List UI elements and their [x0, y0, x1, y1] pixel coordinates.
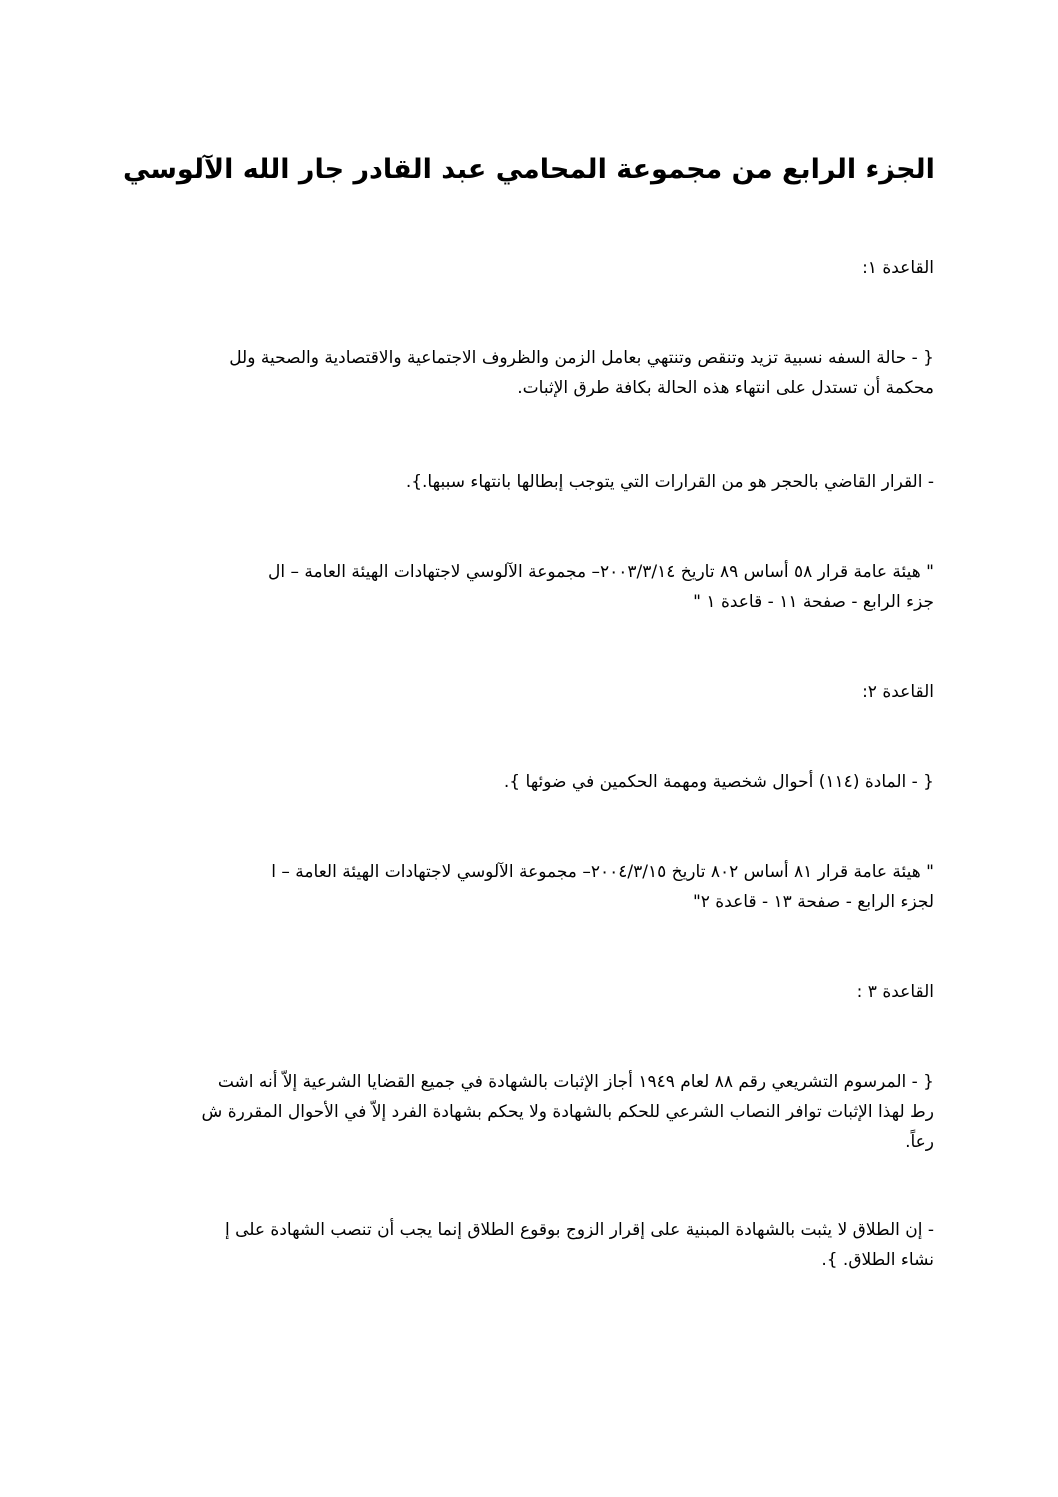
- rule3-heading: [118, 977, 934, 1007]
- rule2-heading-text: القاعدة ٢:: [862, 682, 934, 702]
- document-title: الجزء الرابع من مجموعة المحامي عبد القادر جار الله الآلوسي: [123, 154, 935, 185]
- rule1-paragraph-1-line-2: محكمة أن تستدل على انتهاء هذه الحالة بكافة طرق الإثبات.: [517, 378, 934, 398]
- rule1-paragraph-1-line-1: { - حالة السفه نسبية تزيد وتنقص وتنتهي بعامل الزمن والظروف الاجتماعية والاقتصادية والصحية ولل: [229, 348, 934, 368]
- rule2-heading: [118, 677, 934, 707]
- rule3-paragraph-1: [118, 1067, 934, 1157]
- rule2-citation-line-1: " هيئة عامة قرار ٨١ أساس ٨٠٢ تاريخ ٢٠٠٤/٣/١٥– مجموعة الآلوسي لاجتهادات الهيئة العامة – ا: [271, 862, 934, 882]
- rule3-paragraph-1-line-1: { - المرسوم التشريعي رقم ٨٨ لعام ١٩٤٩ أجاز الإثبات بالشهادة في جميع القضايا الشرعية إلاّ أنه اشت: [217, 1072, 934, 1092]
- rule3-paragraph-2: [118, 1215, 934, 1275]
- rule2-paragraph-1-line-1: { - المادة (١١٤) أحوال شخصية ومهمة الحكمين في ضوئها }.: [503, 772, 934, 792]
- rule2-paragraph-1: [118, 767, 934, 797]
- rule1-paragraph-2-line-1: - القرار القاضي بالحجر هو من القرارات التي يتوجب إبطالها بانتهاء سببها.}.: [405, 472, 934, 492]
- rule1-paragraph-2: [118, 467, 934, 497]
- rule2-citation: [118, 857, 934, 917]
- rule3-paragraph-1-line-2: رط لهذا الإثبات توافر النصاب الشرعي للحكم بالشهادة ولا يحكم بشهادة الفرد إلاّ في الأحوال المقررة ش: [201, 1102, 934, 1122]
- rule2-citation-line-2: لجزء الرابع - صفحة ١٣ - قاعدة ٢": [692, 892, 934, 912]
- rule3-paragraph-1-line-3: رعاً.: [905, 1132, 934, 1152]
- rule1-citation-line-2: جزء الرابع - صفحة ١١ - قاعدة ١ ": [693, 592, 934, 612]
- rule1-heading-text: القاعدة ١:: [862, 258, 934, 278]
- rule1-citation-line-1: " هيئة عامة قرار ٥٨ أساس ٨٩ تاريخ ٢٠٠٣/٣/١٤– مجموعة الآلوسي لاجتهادات الهيئة العامة – ال: [268, 562, 934, 582]
- rule3-paragraph-2-line-2: نشاء الطلاق. }.: [821, 1250, 934, 1270]
- rule3-paragraph-2-line-1: - إن الطلاق لا يثبت بالشهادة المبنية على إقرار الزوج بوقوع الطلاق إنما يجب أن تنصب الشهادة على إ: [224, 1220, 934, 1240]
- rule1-citation: [118, 557, 934, 617]
- rule1-heading: [118, 253, 934, 283]
- rule1-paragraph-1: [118, 343, 934, 403]
- rule3-heading-text: القاعدة ٣ :: [856, 982, 934, 1002]
